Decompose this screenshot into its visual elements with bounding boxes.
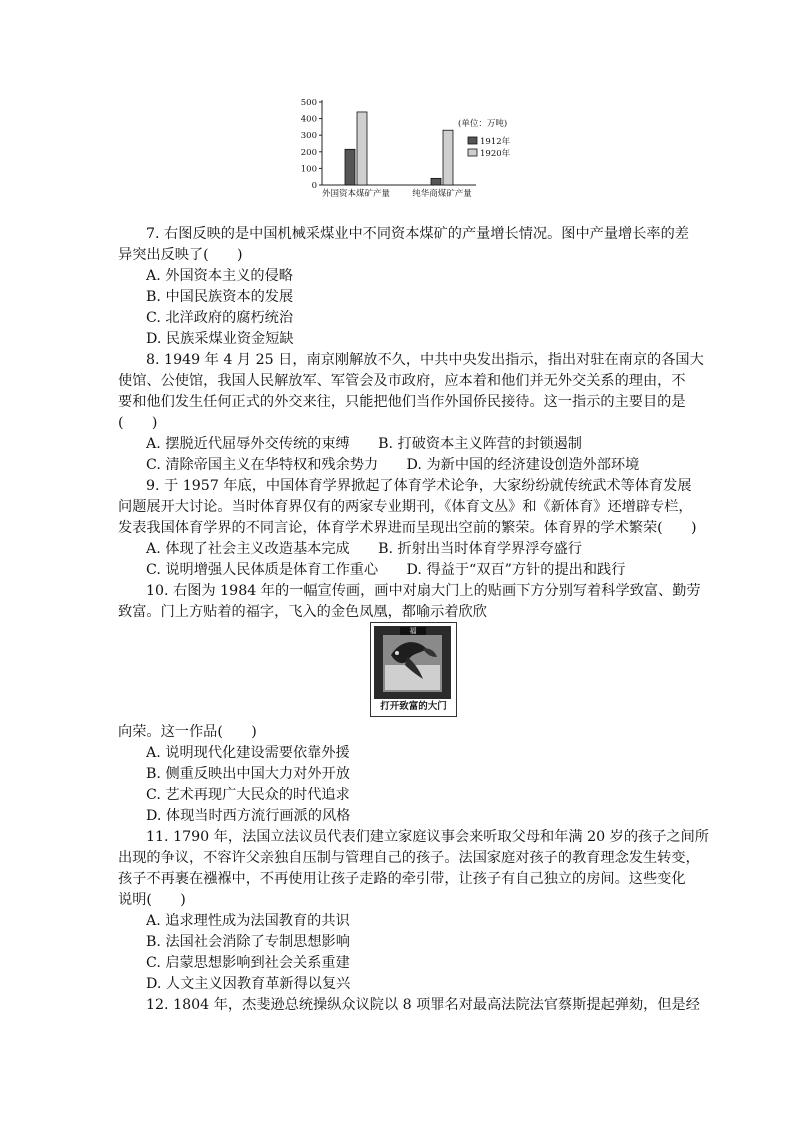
- q10-stem-line3: 向荣。这一作品( ): [118, 724, 257, 740]
- q7-option-c[interactable]: C. 北洋政府的腐朽统治: [146, 310, 294, 326]
- q7-option-d[interactable]: D. 民族采煤业资金短缺: [146, 331, 294, 347]
- bar: [431, 178, 441, 185]
- bar: [357, 112, 367, 185]
- q7-stem-line1: 7. 右图反映的是中国机械采煤业中不同资本煤矿的产量增长情况。图中产量增长率的差: [146, 226, 689, 242]
- q11-option-d[interactable]: D. 人文主义因教育革新得以复兴: [146, 976, 351, 992]
- q10-stem-line2: 致富。门上方贴着的福字，飞入的金色凤凰，都喻示着欣欣: [118, 604, 487, 620]
- legend-swatch: [468, 137, 477, 144]
- unit-note: (单位：万吨): [458, 119, 508, 129]
- q8-options-ab[interactable]: A. 摆脱近代屈辱外交传统的束缚 B. 打破资本主义阵营的封锁遏制: [146, 436, 582, 452]
- q10-option-a[interactable]: A. 说明现代化建设需要依靠外援: [146, 745, 350, 761]
- q7-option-a[interactable]: A. 外国资本主义的侵略: [146, 268, 293, 284]
- propaganda-poster: [370, 622, 457, 717]
- q8-stem-line2: 使馆、公使馆，我国人民解放军、军管会及市政府，应本着和他们并无外交关系的理由，不: [118, 373, 686, 389]
- q11-stem-line2: 出现的争议，不容许父亲独自压制与管理自己的孩子。法国家庭对孩子的教育理念发生转变，: [118, 850, 700, 866]
- poster-fu-character: 福: [400, 627, 426, 636]
- q9-options-cd[interactable]: C. 说明增强人民体质是体育工作重心 D. 得益于“双百”方针的提出和践行: [146, 562, 626, 578]
- q10-option-b[interactable]: B. 侧重反映出中国大力对外开放: [146, 766, 350, 782]
- q11-stem-line1: 11. 1790 年，法国立法议员代表们建立家庭议事会来听取父母和年满 20 岁的孩子之间所: [146, 829, 709, 845]
- q11-stem-line4: 说明( ): [118, 892, 186, 908]
- q8-stem-line4: ( ): [118, 415, 158, 431]
- bar: [345, 149, 355, 185]
- q10-option-d[interactable]: D. 体现当时西方流行画派的风格: [146, 808, 351, 824]
- q11-stem-line3: 孩子不再裹在襁褓中，不再使用让孩子走路的牵引带，让孩子有自己独立的房间。这些变化: [118, 871, 686, 887]
- q9-options-ab[interactable]: A. 体现了社会主义改造基本完成 B. 折射出当时体育学界浮夸盛行: [146, 541, 582, 557]
- q11-option-c[interactable]: C. 启蒙思想影响到社会关系重建: [146, 955, 350, 971]
- category-label: 外国资本煤矿产量: [321, 189, 391, 199]
- q12-stem-line1: 12. 1804 年，杰斐逊总统操纵众议院以 8 项罪名对最高法院法官蔡斯提起弹劾，但是经: [146, 997, 700, 1013]
- poster-caption: 打开致富的大门: [380, 701, 447, 712]
- q8-stem-line1: 8. 1949 年 4 月 25 日，南京刚解放不久，中共中央发出指示，指出对驻在南京的各国大: [146, 352, 704, 368]
- q9-stem-line2: 问题展开大讨论。当时体育界仅有的两家专业期刊，《体育文丛》和《新体育》还增辟专栏，: [118, 499, 693, 515]
- poster-door: [383, 635, 442, 692]
- phoenix-icon: [383, 635, 442, 692]
- q7-stem-line2: 异突出反映了( ): [118, 247, 243, 263]
- y-tick-label: 300: [300, 131, 317, 142]
- legend-label: 1912年: [480, 137, 511, 147]
- coal-production-chart: [296, 92, 526, 222]
- y-tick-label: 100: [300, 164, 317, 175]
- category-label: 纯华商煤矿产量: [412, 189, 472, 199]
- q9-stem-line1: 9. 于 1957 年底，中国体育学界掀起了体育学术论争，大家纷纷就传统武术等体育发展: [146, 478, 692, 494]
- q9-stem-line3: 发表我国体育学界的不同言论，体育学术界进而呈现出空前的繁荣。体育界的学术繁荣( ): [118, 520, 697, 536]
- legend-swatch: [468, 149, 477, 156]
- bar: [443, 130, 453, 185]
- y-tick-label: 400: [300, 114, 317, 125]
- q11-option-b[interactable]: B. 法国社会消除了专制思想影响: [146, 934, 350, 950]
- legend-label: 1920年: [480, 149, 511, 159]
- q8-stem-line3: 要和他们发生任何正式的外交来往，只能把他们当作外国侨民接待。这一指示的主要目的是: [118, 394, 686, 410]
- poster-image: [374, 626, 451, 699]
- y-tick-label: 500: [300, 98, 317, 108]
- y-tick-label: 0: [311, 181, 317, 191]
- q7-option-b[interactable]: B. 中国民族资本的发展: [146, 289, 294, 305]
- q8-options-cd[interactable]: C. 清除帝国主义在华特权和残余势力 D. 为新中国的经济建设创造外部环境: [146, 457, 640, 473]
- y-tick-label: 200: [300, 147, 317, 158]
- q11-option-a[interactable]: A. 追求理性成为法国教育的共识: [146, 913, 350, 929]
- q10-option-c[interactable]: C. 艺术再现广大民众的时代追求: [146, 787, 350, 803]
- q10-stem-line1: 10. 右图为 1984 年的一幅宣传画，画中对扇大门上的贴画下方分别写着科学致富、勤劳: [146, 583, 701, 599]
